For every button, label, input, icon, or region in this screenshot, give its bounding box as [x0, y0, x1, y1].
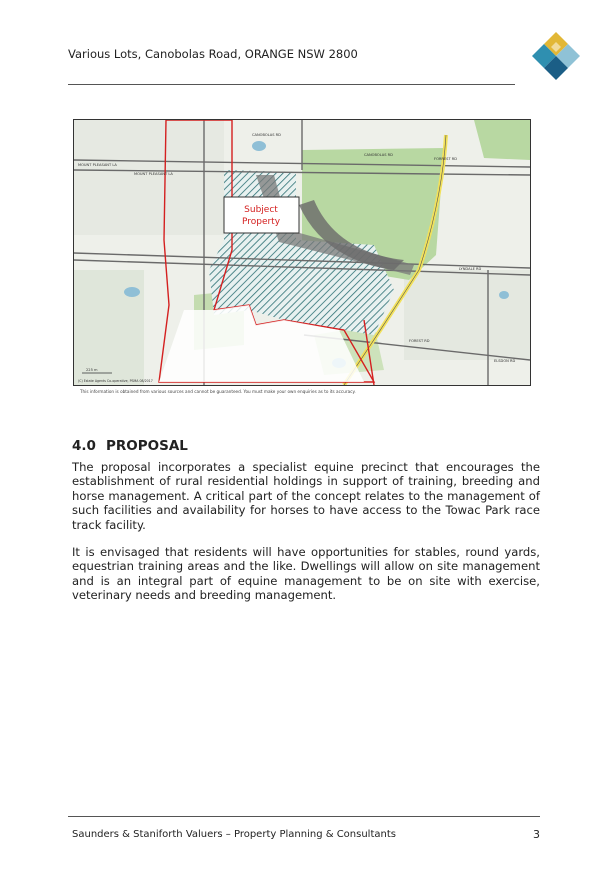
road-label: CANOBOLAS RD [364, 153, 393, 157]
map-caption: This information is obtained from various sources and cannot be guaranteed. You must make your own enquiries as to its accuracy. [80, 389, 356, 394]
road-label: MOUNT PLEASANT LA [134, 172, 173, 176]
road-label: ELSDON RD [494, 359, 516, 363]
subject-label-line2: Property [241, 217, 281, 227]
header-divider [68, 84, 515, 85]
road-label: LYNDALE RD [459, 267, 482, 271]
page-number: 3 [533, 828, 540, 841]
road-label: FOREST RD [409, 339, 430, 343]
diamond-tiles-logo-icon [530, 30, 582, 88]
scale-label: 225 m [86, 368, 98, 372]
footer-divider [68, 816, 540, 817]
road-label: MOUNT PLEASANT LA [78, 163, 117, 167]
section-title: PROPOSAL [106, 438, 188, 454]
road-label: FORREST RD [434, 157, 458, 161]
map-copyright: (C) Estate Agents Co-operative, PSMA 08/2017 [78, 379, 153, 383]
map-graphic [74, 120, 530, 385]
road-label: CANOBOLAS RD [252, 133, 281, 137]
section-number: 4.0 [72, 438, 96, 454]
header-title: Various Lots, Canobolas Road, ORANGE NSW 2800 [68, 47, 358, 61]
section-heading [72, 438, 188, 454]
subject-label-line1: Subject [244, 205, 278, 215]
paragraph-1: The proposal incorporates a specialist equine precinct that encourages the establishment of rural residential holdings in support of training, breeding and horse management. A critical part of the concept relates to the management of such facilities and availability for horses to have access to the Towac Park race track facility. [72, 460, 540, 532]
footer-text: Saunders & Staniforth Valuers – Property Planning & Consultants [72, 829, 396, 840]
location-map [73, 119, 531, 386]
paragraph-2: It is envisaged that residents will have opportunities for stables, round yards, equestrian training areas and the like. Dwellings will allow on site management and is an integral part of equine management to be on site with exercise, veterinary needs and breeding management. [72, 545, 540, 603]
